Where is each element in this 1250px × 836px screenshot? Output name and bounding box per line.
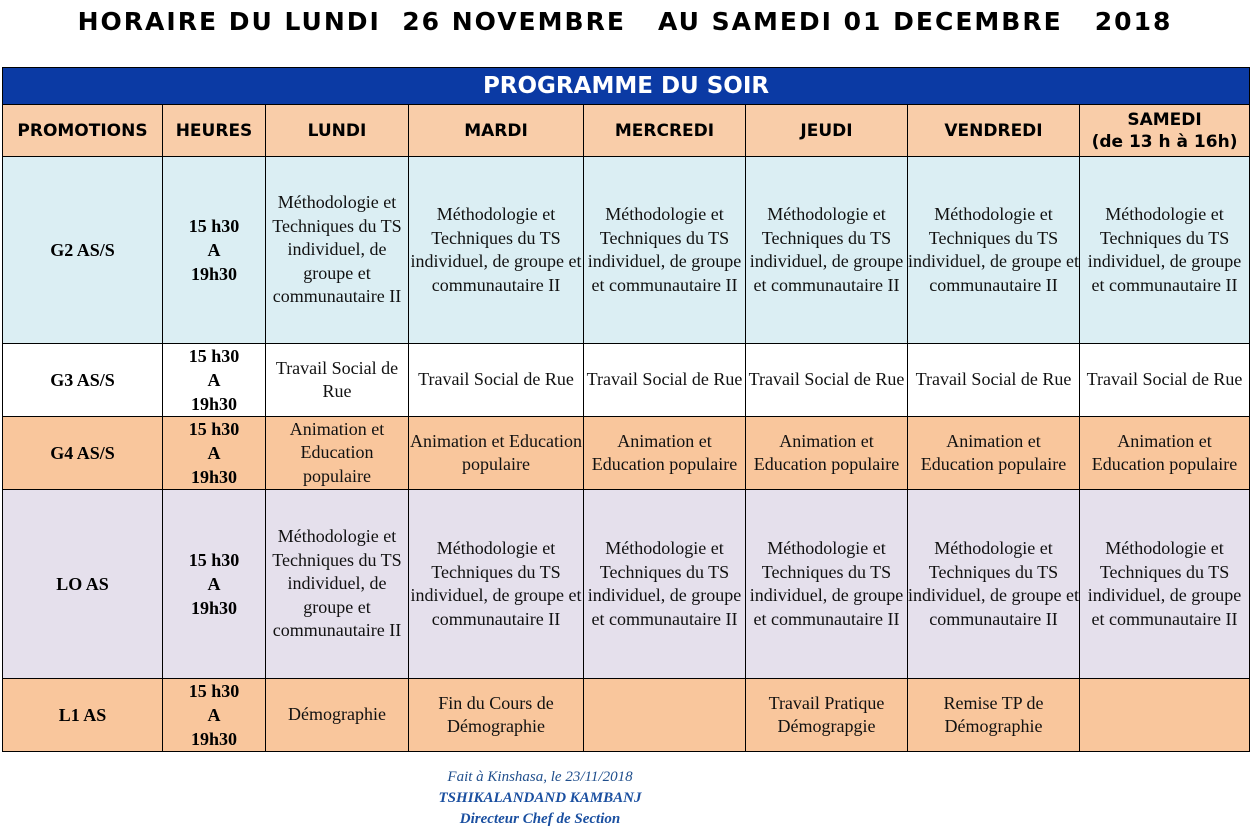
- course-cell: Animation et Education populaire: [746, 417, 908, 490]
- table-row: [3, 679, 1250, 752]
- hours-cell: 15 h30 A 19h30: [163, 679, 266, 752]
- hours-cell: 15 h30 A 19h30: [163, 344, 266, 417]
- course-cell: [1080, 679, 1250, 752]
- course-cell: Méthodologie et Techniques du TS individuel, de groupe et communautaire II: [908, 490, 1080, 679]
- header-promotions: PROMOTIONS: [3, 105, 163, 157]
- header-heures: HEURES: [163, 105, 266, 157]
- header-lundi: LUNDI: [266, 105, 409, 157]
- header-row: [3, 105, 1250, 157]
- course-cell: Travail Social de Rue: [908, 344, 1080, 417]
- course-cell: Fin du Cours de Démographie: [409, 679, 584, 752]
- course-cell: Méthodologie et Techniques du TS individuel, de groupe et communautaire II: [746, 490, 908, 679]
- course-cell: Travail Social de Rue: [584, 344, 746, 417]
- promotion-cell: LO AS: [3, 490, 163, 679]
- page-title: HORAIRE DU LUNDI 26 NOVEMBRE AU SAMEDI 01 DECEMBRE 2018: [77, 7, 1173, 36]
- signature-name: TSHIKALANDAND KAMBANJ: [438, 790, 642, 806]
- course-cell: Animation et Education populaire: [409, 417, 584, 490]
- promotion-cell: L1 AS: [3, 679, 163, 752]
- course-cell: Animation et Education populaire: [266, 417, 409, 490]
- course-cell: Animation et Education populaire: [908, 417, 1080, 490]
- table-row: [3, 157, 1250, 344]
- course-cell: Méthodologie et Techniques du TS individuel, de groupe et communautaire II: [1080, 157, 1250, 344]
- course-cell: Travail Social de Rue: [266, 344, 409, 417]
- course-cell: Animation et Education populaire: [1080, 417, 1250, 490]
- table-row: [3, 490, 1250, 679]
- course-cell: Remise TP de Démographie: [908, 679, 1080, 752]
- header-samedi-label: SAMEDI: [1127, 109, 1202, 130]
- course-cell: Méthodologie et Techniques du TS individuel, de groupe et communautaire II: [908, 157, 1080, 344]
- course-cell: Travail Pratique Démograpgie: [746, 679, 908, 752]
- course-cell: Méthodologie et Techniques du TS individuel, de groupe et communautaire II: [584, 157, 746, 344]
- course-cell: Travail Social de Rue: [746, 344, 908, 417]
- hours-cell: 15 h30 A 19h30: [163, 417, 266, 490]
- hours-cell: 15 h30 A 19h30: [163, 490, 266, 679]
- hours-cell: 15 h30 A 19h30: [163, 157, 266, 344]
- course-cell: Méthodologie et Techniques du TS individuel, de groupe et communautaire II: [409, 490, 584, 679]
- promotion-cell: G4 AS/S: [3, 417, 163, 490]
- course-cell: Méthodologie et Techniques du TS individuel, de groupe et communautaire II: [584, 490, 746, 679]
- course-cell: Animation et Education populaire: [584, 417, 746, 490]
- header-mercredi: MERCREDI: [584, 105, 746, 157]
- course-cell: Travail Social de Rue: [1080, 344, 1250, 417]
- header-jeudi: JEUDI: [746, 105, 908, 157]
- signature-role: Directeur Chef de Section: [459, 811, 621, 827]
- course-cell: Méthodologie et Techniques du TS individuel, de groupe et communautaire II: [266, 490, 409, 679]
- header-samedi: [1080, 105, 1250, 157]
- table-row: [3, 417, 1250, 490]
- header-mardi: MARDI: [409, 105, 584, 157]
- program-banner: PROGRAMME DU SOIR: [3, 68, 1250, 105]
- course-cell: Méthodologie et Techniques du TS individuel, de groupe et communautaire II: [746, 157, 908, 344]
- course-cell: Méthodologie et Techniques du TS individuel, de groupe et communautaire II: [1080, 490, 1250, 679]
- table-row: [3, 344, 1250, 417]
- promotion-cell: G2 AS/S: [3, 157, 163, 344]
- course-cell: Démographie: [266, 679, 409, 752]
- course-cell: Travail Social de Rue: [409, 344, 584, 417]
- promotion-cell: G3 AS/S: [3, 344, 163, 417]
- course-cell: Méthodologie et Techniques du TS individuel, de groupe et communautaire II: [266, 157, 409, 344]
- course-cell: [584, 679, 746, 752]
- schedule-table: [2, 67, 1250, 752]
- header-samedi-note: (de 13 h à 16h): [1091, 131, 1238, 152]
- header-vendredi: VENDREDI: [908, 105, 1080, 157]
- signature-place-date: Fait à Kinshasa, le 23/11/2018: [447, 769, 633, 785]
- course-cell: Méthodologie et Techniques du TS individuel, de groupe et communautaire II: [409, 157, 584, 344]
